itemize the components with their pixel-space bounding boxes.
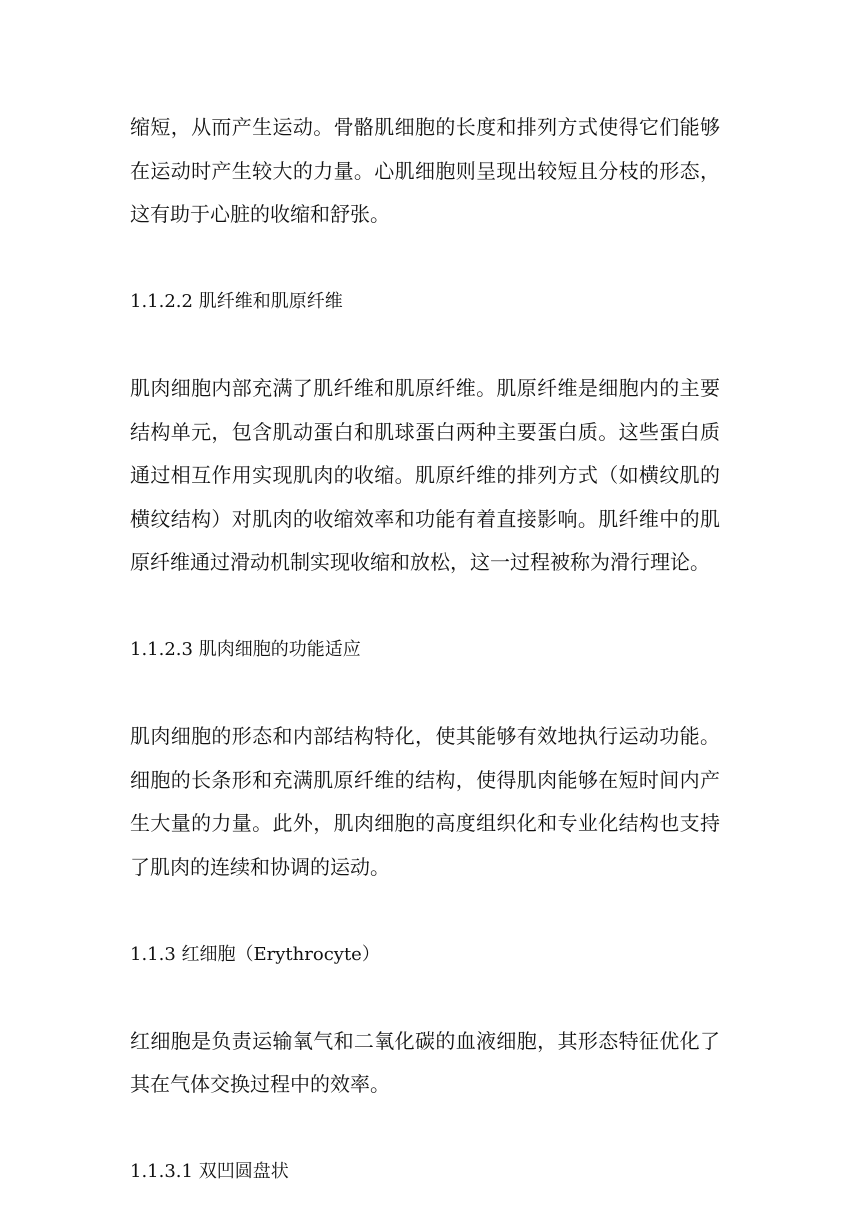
spacer <box>130 237 720 281</box>
paragraph-erythrocyte: 红细胞是负责运输氧气和二氧化碳的血液细胞，其形态特征优化了其在气体交换过程中的效率。 <box>130 1028 720 1096</box>
spacer <box>130 585 720 629</box>
heading-1-1-3: 1.1.3 红细胞（Erythrocyte） <box>130 943 380 965</box>
heading-1-1-3-1: 1.1.3.1 双凹圆盘状 <box>130 1161 289 1182</box>
spacer <box>130 1107 720 1151</box>
spacer <box>130 889 720 933</box>
heading-1-1-2-2: 1.1.2.2 肌纤维和肌原纤维 <box>130 291 343 312</box>
paragraph-skeletal-muscle-shape: 缩短，从而产生运动。骨骼肌细胞的长度和排列方式使得它们能够在运动时产生较大的力量。心肌细胞则呈现出较短且分枝的形态，这有助于心脏的收缩和舒张。 <box>130 115 720 226</box>
spacer <box>130 976 720 1020</box>
spacer <box>130 672 720 716</box>
paragraph-myofibrils: 肌肉细胞内部充满了肌纤维和肌原纤维。肌原纤维是细胞内的主要结构单元，包含肌动蛋白和肌球蛋白两种主要蛋白质。这些蛋白质通过相互作用实现肌肉的收缩。肌原纤维的排列方式（如横纹肌的横纹结构）对肌肉的收缩效率和功能有着直接影响。肌纤维中的肌原纤维通过滑动机制实现收缩和放松，这一过程被称为滑行理论。 <box>130 376 720 574</box>
heading-1-1-2-3: 1.1.2.3 肌肉细胞的功能适应 <box>130 639 361 660</box>
document-body <box>130 106 720 1194</box>
spacer <box>130 324 720 368</box>
paragraph-muscle-function-adaptation: 肌肉细胞的形态和内部结构特化，使其能够有效地执行运动功能。细胞的长条形和充满肌原纤维的结构，使得肌肉能够在短时间内产生大量的力量。此外，肌肉细胞的高度组织化和专业化结构也支持了肌肉的连续和协调的运动。 <box>130 724 720 879</box>
